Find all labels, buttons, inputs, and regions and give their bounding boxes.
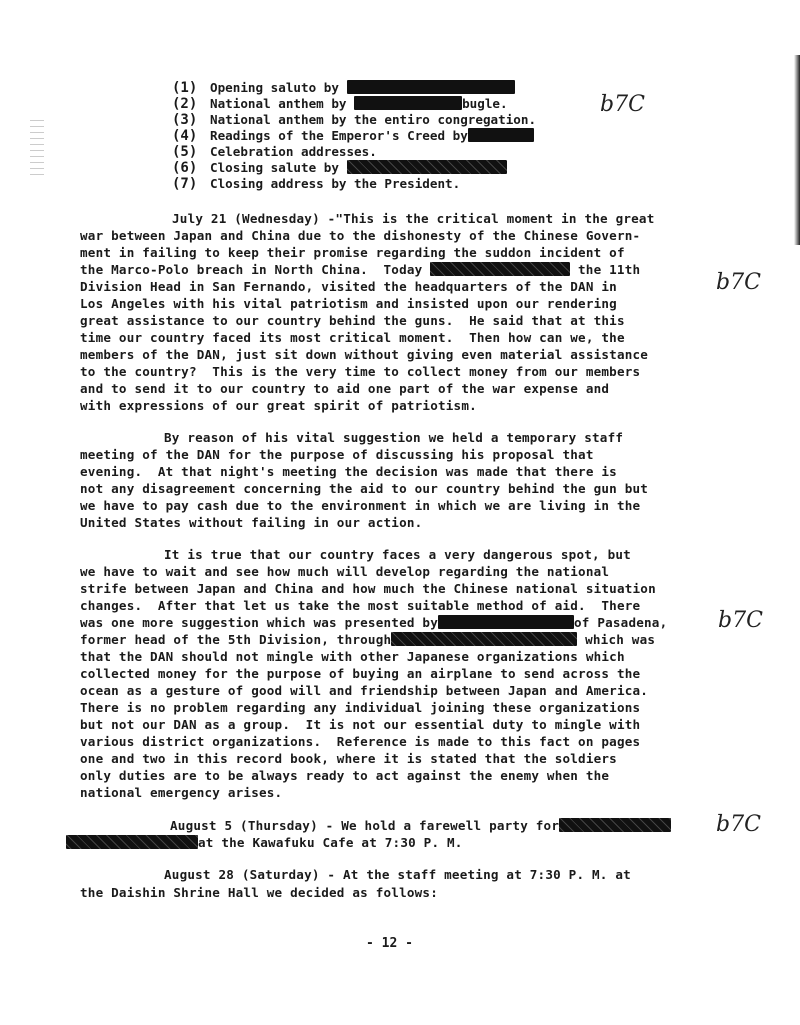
para-line: the Daishin Shrine Hall we decided as follows: (80, 885, 438, 900)
para-line: that the DAN should not mingle with other Japanese organizations which (80, 649, 625, 664)
scan-edge (794, 55, 800, 245)
para-line: strife between Japan and China and how much the Chinese national situation (80, 581, 656, 596)
para-line: the Marco-Polo breach in North China. Today the 11th (80, 262, 641, 277)
para-line: ocean as a gesture of good will and friendship between Japan and America. (80, 683, 649, 698)
para-line: By reason of his vital suggestion we held a temporary staff (164, 430, 624, 445)
para-line: evening. At that night's meeting the decision was made that there is (80, 464, 617, 479)
program-item: (6) Closing salute by (172, 160, 507, 177)
margin-note: b7C (716, 812, 761, 837)
margin-note: b7C (716, 270, 761, 295)
para-line: at the Kawafuku Cafe at 7:30 P. M. (66, 834, 463, 851)
para-line: Los Angeles with his vital patriotism and insisted upon our rendering (80, 296, 617, 311)
program-item: (5) Celebration addresses. (172, 144, 377, 160)
page-number: - 12 - (366, 936, 413, 951)
para-line: time our country faced its most critical moment. Then how can we, the (80, 330, 625, 345)
para-line: changes. After that let us take the most suitable method of aid. There (80, 598, 641, 613)
para-line: to the country? This is the very time to collect money from our members (80, 364, 641, 379)
para-line: August 5 (Thursday) - We hold a farewell party for (170, 817, 671, 834)
program-item: (7) Closing address by the President. (172, 176, 461, 192)
para-line: national emergency arises. (80, 785, 283, 800)
para-line: former head of the 5th Division, through which was (80, 632, 656, 647)
para-line: ment in failing to keep their promise regarding the suddon incident of (80, 245, 625, 260)
para-line: was one more suggestion which was presented by of Pasadena, (80, 615, 668, 630)
para-line: July 21 (Wednesday) -"This is the critical moment in the great (172, 211, 655, 226)
para-line: collected money for the purpose of buying an airplane to send across the (80, 666, 641, 681)
program-item: (2) National anthem by bugle. (172, 96, 508, 112)
para-line: great assistance to our country behind the guns. He said that at this (80, 313, 625, 328)
margin-note: b7C (600, 92, 645, 117)
para-line: members of the DAN, just sit down without giving even material assistance (80, 347, 649, 362)
para-line: various district organizations. Reference is made to this fact on pages (80, 734, 641, 749)
program-item: (1) Opening saluto by (172, 80, 515, 97)
para-line: we have to wait and see how much will develop regarding the national (80, 564, 610, 579)
para-line: but not our DAN as a group. It is not our essential duty to mingle with (80, 717, 641, 732)
margin-note: b7C (718, 608, 763, 633)
para-line: August 28 (Saturday) - At the staff meeting at 7:30 P. M. at (164, 867, 631, 882)
para-line: United States without failing in our action. (80, 515, 423, 530)
para-line: not any disagreement concerning the aid to our country behind the gun but (80, 481, 649, 496)
program-item: (3) National anthem by the entiro congregation. (172, 112, 537, 128)
para-line: It is true that our country faces a very dangerous spot, but (164, 547, 631, 562)
program-item: (4) Readings of the Emperor's Creed by (172, 128, 534, 145)
para-line: we have to pay cash due to the environment in which we are living in the (80, 498, 641, 513)
scan-specks (30, 120, 44, 180)
para-line: only duties are to be always ready to act against the enemy when the (80, 768, 610, 783)
para-line: war between Japan and China due to the dishonesty of the Chinese Govern- (80, 228, 641, 243)
para-line: and to send it to our country to aid one part of the war expense and (80, 381, 610, 396)
para-line: meeting of the DAN for the purpose of discussing his proposal that (80, 447, 594, 462)
para-line: one and two in this record book, where it is stated that the soldiers (80, 751, 617, 766)
para-line: with expressions of our great spirit of patriotism. (80, 398, 477, 413)
para-line: Division Head in San Fernando, visited the headquarters of the DAN in (80, 279, 617, 294)
para-line: There is no problem regarding any individual joining these organizations (80, 700, 641, 715)
